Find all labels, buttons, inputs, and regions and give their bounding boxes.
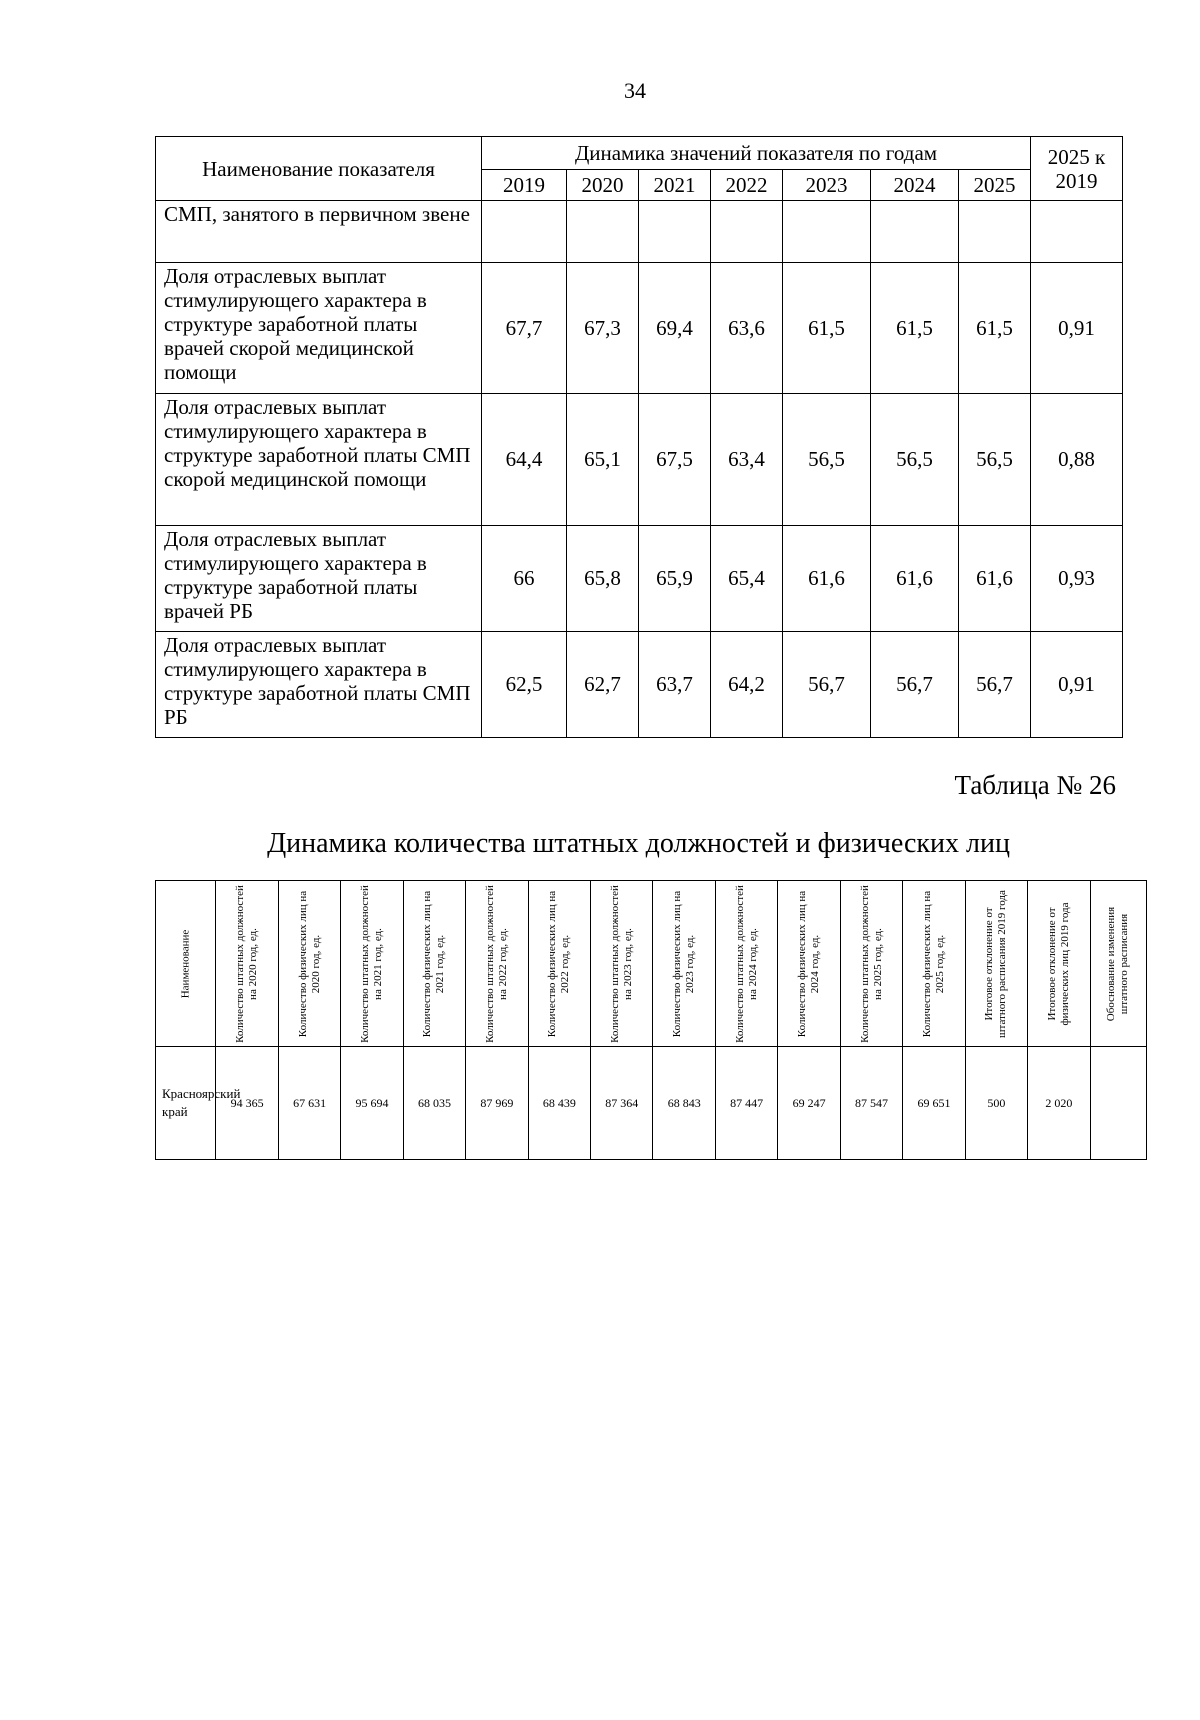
- year-value: 63,4: [711, 394, 783, 526]
- column-header: [965, 881, 1027, 1047]
- column-header-label: Количество физических лиц на 2021 год, ед.: [421, 890, 447, 1037]
- column-header-label: Количество физических лиц на 2022 год, ед.: [546, 890, 572, 1037]
- table-row: [156, 526, 1123, 632]
- year-value: 67,7: [482, 263, 567, 394]
- staff-value: 87 547: [840, 1047, 902, 1160]
- column-header: [591, 881, 653, 1047]
- year-value: 65,9: [639, 526, 711, 632]
- year-value: 69,4: [639, 263, 711, 394]
- year-header: 2021: [639, 170, 711, 201]
- column-header-label: Итоговое отклонение от физических лиц 2019 года: [1045, 902, 1071, 1025]
- column-header: [778, 881, 840, 1047]
- year-header: 2019: [482, 170, 567, 201]
- column-header: [653, 881, 715, 1047]
- region-name: Красноярский край: [156, 1047, 216, 1160]
- column-header: [903, 881, 965, 1047]
- column-header: [466, 881, 528, 1047]
- column-header-label: Количество штатных должностей на 2020 год, ед.: [234, 884, 260, 1043]
- year-value: 56,5: [959, 394, 1031, 526]
- table-row: [156, 632, 1123, 738]
- column-header: [278, 881, 340, 1047]
- year-value: 65,4: [711, 526, 783, 632]
- column-header-label: Количество физических лиц на 2023 год, ед.: [671, 890, 697, 1037]
- year-value: [567, 201, 639, 263]
- column-header-label: Наименование: [179, 929, 192, 998]
- year-header: 2024: [871, 170, 959, 201]
- column-header-label: Количество штатных должностей на 2021 год, ед.: [359, 884, 385, 1043]
- year-value: 56,7: [959, 632, 1031, 738]
- table-title: Динамика количества штатных должностей и физических лиц: [267, 828, 1010, 859]
- page-number: 34: [624, 78, 646, 103]
- year-value: [783, 201, 871, 263]
- column-header-label: Количество штатных должностей на 2024 год, ед.: [733, 884, 759, 1043]
- indicator-name: Доля отраслевых выплат стимулирующего характера в структуре заработной платы СМП РБ: [156, 632, 482, 738]
- column-header: [528, 881, 590, 1047]
- year-value: 56,5: [871, 394, 959, 526]
- indicator-name: СМП, занятого в первичном звене: [156, 201, 482, 263]
- column-header-label: Количество физических лиц на 2020 год, ед.: [296, 890, 322, 1037]
- year-value: 65,8: [567, 526, 639, 632]
- column-header: [156, 881, 216, 1047]
- year-value: 61,5: [959, 263, 1031, 394]
- column-header-label: Итоговое отклонение от штатного расписания 2019 года: [983, 889, 1009, 1038]
- column-header-label: Обоснование изменения штатного расписания: [1105, 906, 1131, 1021]
- ratio-value: 0,91: [1031, 632, 1123, 738]
- table-row: [156, 394, 1123, 526]
- year-value: 67,5: [639, 394, 711, 526]
- year-value: 67,3: [567, 263, 639, 394]
- year-value: [959, 201, 1031, 263]
- year-value: 61,6: [783, 526, 871, 632]
- ratio-header: 2025 к 2019: [1031, 137, 1123, 201]
- staff-value: 2 020: [1028, 1047, 1090, 1160]
- staff-value: 87 447: [715, 1047, 777, 1160]
- year-value: 64,2: [711, 632, 783, 738]
- year-value: 62,7: [567, 632, 639, 738]
- year-value: 62,5: [482, 632, 567, 738]
- table-row: [156, 1047, 1147, 1160]
- year-value: 66: [482, 526, 567, 632]
- column-header-label: Количество штатных должностей на 2023 год, ед.: [608, 884, 634, 1043]
- year-value: 61,5: [783, 263, 871, 394]
- year-value: 61,6: [871, 526, 959, 632]
- table-row: [156, 263, 1123, 394]
- column-header-label: Количество штатных должностей на 2025 год, ед.: [858, 884, 884, 1043]
- ratio-value: 0,93: [1031, 526, 1123, 632]
- indicator-name: Доля отраслевых выплат стимулирующего характера в структуре заработной платы врачей скорой медицинской помощи: [156, 263, 482, 394]
- column-header: [1028, 881, 1090, 1047]
- ratio-value: 0,88: [1031, 394, 1123, 526]
- column-header-label: Количество физических лиц на 2025 год, ед.: [920, 890, 946, 1037]
- column-header: [341, 881, 403, 1047]
- column-header: [715, 881, 777, 1047]
- table-number: Таблица № 26: [954, 770, 1116, 800]
- year-value: [639, 201, 711, 263]
- year-header: 2025: [959, 170, 1031, 201]
- column-header-label: Количество штатных должностей на 2022 год, ед.: [483, 884, 509, 1043]
- year-value: 56,7: [871, 632, 959, 738]
- staff-value: 68 439: [528, 1047, 590, 1160]
- year-value: 61,5: [871, 263, 959, 394]
- year-header: 2023: [783, 170, 871, 201]
- staff-value: 87 364: [591, 1047, 653, 1160]
- column-header: [216, 881, 278, 1047]
- staff-value: 69 247: [778, 1047, 840, 1160]
- staff-value: 69 651: [903, 1047, 965, 1160]
- year-value: 63,7: [639, 632, 711, 738]
- year-value: 64,4: [482, 394, 567, 526]
- year-value: 65,1: [567, 394, 639, 526]
- staff-value: 68 035: [403, 1047, 465, 1160]
- column-header-label: Количество физических лиц на 2024 год, ед.: [796, 890, 822, 1037]
- staff-value: 67 631: [278, 1047, 340, 1160]
- year-header: 2022: [711, 170, 783, 201]
- staff-value: [1090, 1047, 1146, 1160]
- year-header: 2020: [567, 170, 639, 201]
- indicator-dynamics-table: [155, 136, 1123, 738]
- year-value: [482, 201, 567, 263]
- year-value: 56,5: [783, 394, 871, 526]
- name-header: Наименование показателя: [156, 137, 482, 201]
- column-header: [403, 881, 465, 1047]
- table-row: [156, 201, 1123, 263]
- year-value: 63,6: [711, 263, 783, 394]
- staff-value: 95 694: [341, 1047, 403, 1160]
- staff-dynamics-table: [155, 880, 1147, 1160]
- ratio-value: [1031, 201, 1123, 263]
- year-value: 61,6: [959, 526, 1031, 632]
- indicator-name: Доля отраслевых выплат стимулирующего характера в структуре заработной платы врачей РБ: [156, 526, 482, 632]
- column-header: [840, 881, 902, 1047]
- column-header: [1090, 881, 1146, 1047]
- staff-value: 68 843: [653, 1047, 715, 1160]
- indicator-name: Доля отраслевых выплат стимулирующего характера в структуре заработной платы СМП скорой медицинской помощи: [156, 394, 482, 526]
- year-value: [871, 201, 959, 263]
- staff-value: 87 969: [466, 1047, 528, 1160]
- dynamics-header: Динамика значений показателя по годам: [482, 137, 1031, 170]
- year-value: [711, 201, 783, 263]
- ratio-value: 0,91: [1031, 263, 1123, 394]
- staff-value: 94 365: [216, 1047, 278, 1160]
- year-value: 56,7: [783, 632, 871, 738]
- staff-value: 500: [965, 1047, 1027, 1160]
